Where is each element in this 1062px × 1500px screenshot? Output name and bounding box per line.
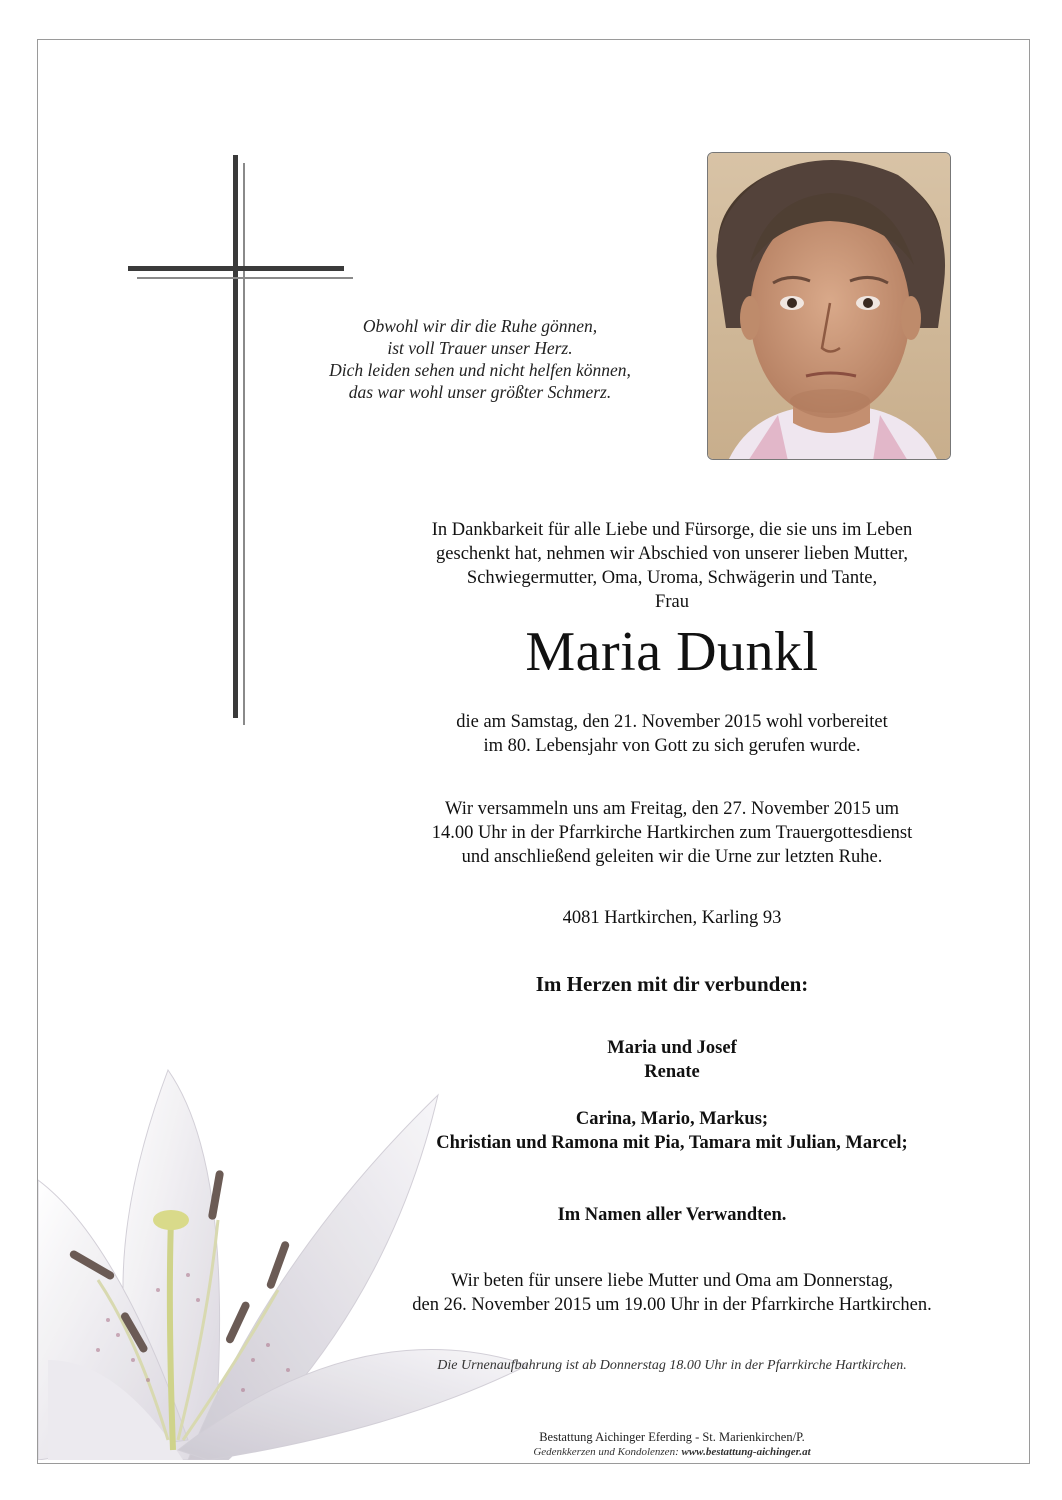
intro-line: Frau xyxy=(655,592,689,612)
prayer-line: Wir beten für unsere liebe Mutter und Oma am Donnerstag, xyxy=(450,1271,894,1291)
deceased-name: Maria Dunkl xyxy=(525,621,819,683)
heart-heading: Im Herzen mit dir verbunden: xyxy=(535,972,809,996)
prayer-text xyxy=(372,1269,972,1317)
family-line: Christian und Ramona mit Pia, Tamara mit Julian, Marcel; xyxy=(436,1133,908,1153)
address: 4081 Hartkirchen, Karling 93 xyxy=(562,908,782,928)
intro-line: Schwiegermutter, Oma, Uroma, Schwägerin und Tante, xyxy=(466,568,878,588)
condolences-label: Gedenkkerzen und Kondolenzen: xyxy=(533,1446,682,1458)
poem-line: Dich leiden sehen und nicht helfen können, xyxy=(329,360,631,380)
poem-line: Obwohl wir dir die Ruhe gönnen, xyxy=(362,316,598,336)
service-text xyxy=(372,797,972,869)
death-line: die am Samstag, den 21. November 2015 wohl vorbereitet xyxy=(456,712,888,732)
intro-line: geschenkt hat, nehmen wir Abschied von unserer lieben Mutter, xyxy=(436,544,908,564)
family-line: Renate xyxy=(644,1062,700,1082)
urn-note: Die Urnenaufbahrung ist ab Donnerstag 18.00 Uhr in der Pfarrkirche Hartkirchen. xyxy=(437,1358,907,1373)
family-line: Carina, Mario, Markus; xyxy=(575,1109,769,1129)
poem xyxy=(260,315,700,403)
intro-text xyxy=(372,518,972,614)
footer xyxy=(372,1430,972,1459)
prayer-line: den 26. November 2015 um 19.00 Uhr in der Pfarrkirche Hartkirchen. xyxy=(412,1295,932,1315)
service-line: 14.00 Uhr in der Pfarrkirche Hartkirchen zum Trauergottesdienst xyxy=(431,823,913,843)
family-line: Maria und Josef xyxy=(607,1038,737,1058)
poem-line: das war wohl unser größter Schmerz. xyxy=(348,382,612,402)
undertaker-name: Bestattung Aichinger Eferding - St. Marienkirchen/P. xyxy=(539,1430,805,1444)
portrait-photo xyxy=(707,152,951,460)
service-line: Wir versammeln uns am Freitag, den 27. November 2015 um xyxy=(445,799,899,819)
death-line: im 80. Lebensjahr von Gott zu sich gerufen wurde. xyxy=(483,736,861,756)
lily-flower-illustration xyxy=(38,1060,538,1460)
relatives-line: Im Namen aller Verwandten. xyxy=(557,1205,787,1225)
death-text xyxy=(372,710,972,758)
service-line: und anschließend geleiten wir die Urne zur letzten Ruhe. xyxy=(461,847,883,867)
condolences-line xyxy=(372,1445,972,1459)
intro-line: In Dankbarkeit für alle Liebe und Fürsorge, die sie uns im Leben xyxy=(431,520,913,540)
website-link[interactable]: www.bestattung-aichinger.at xyxy=(681,1446,811,1458)
poem-line: ist voll Trauer unser Herz. xyxy=(387,338,573,358)
